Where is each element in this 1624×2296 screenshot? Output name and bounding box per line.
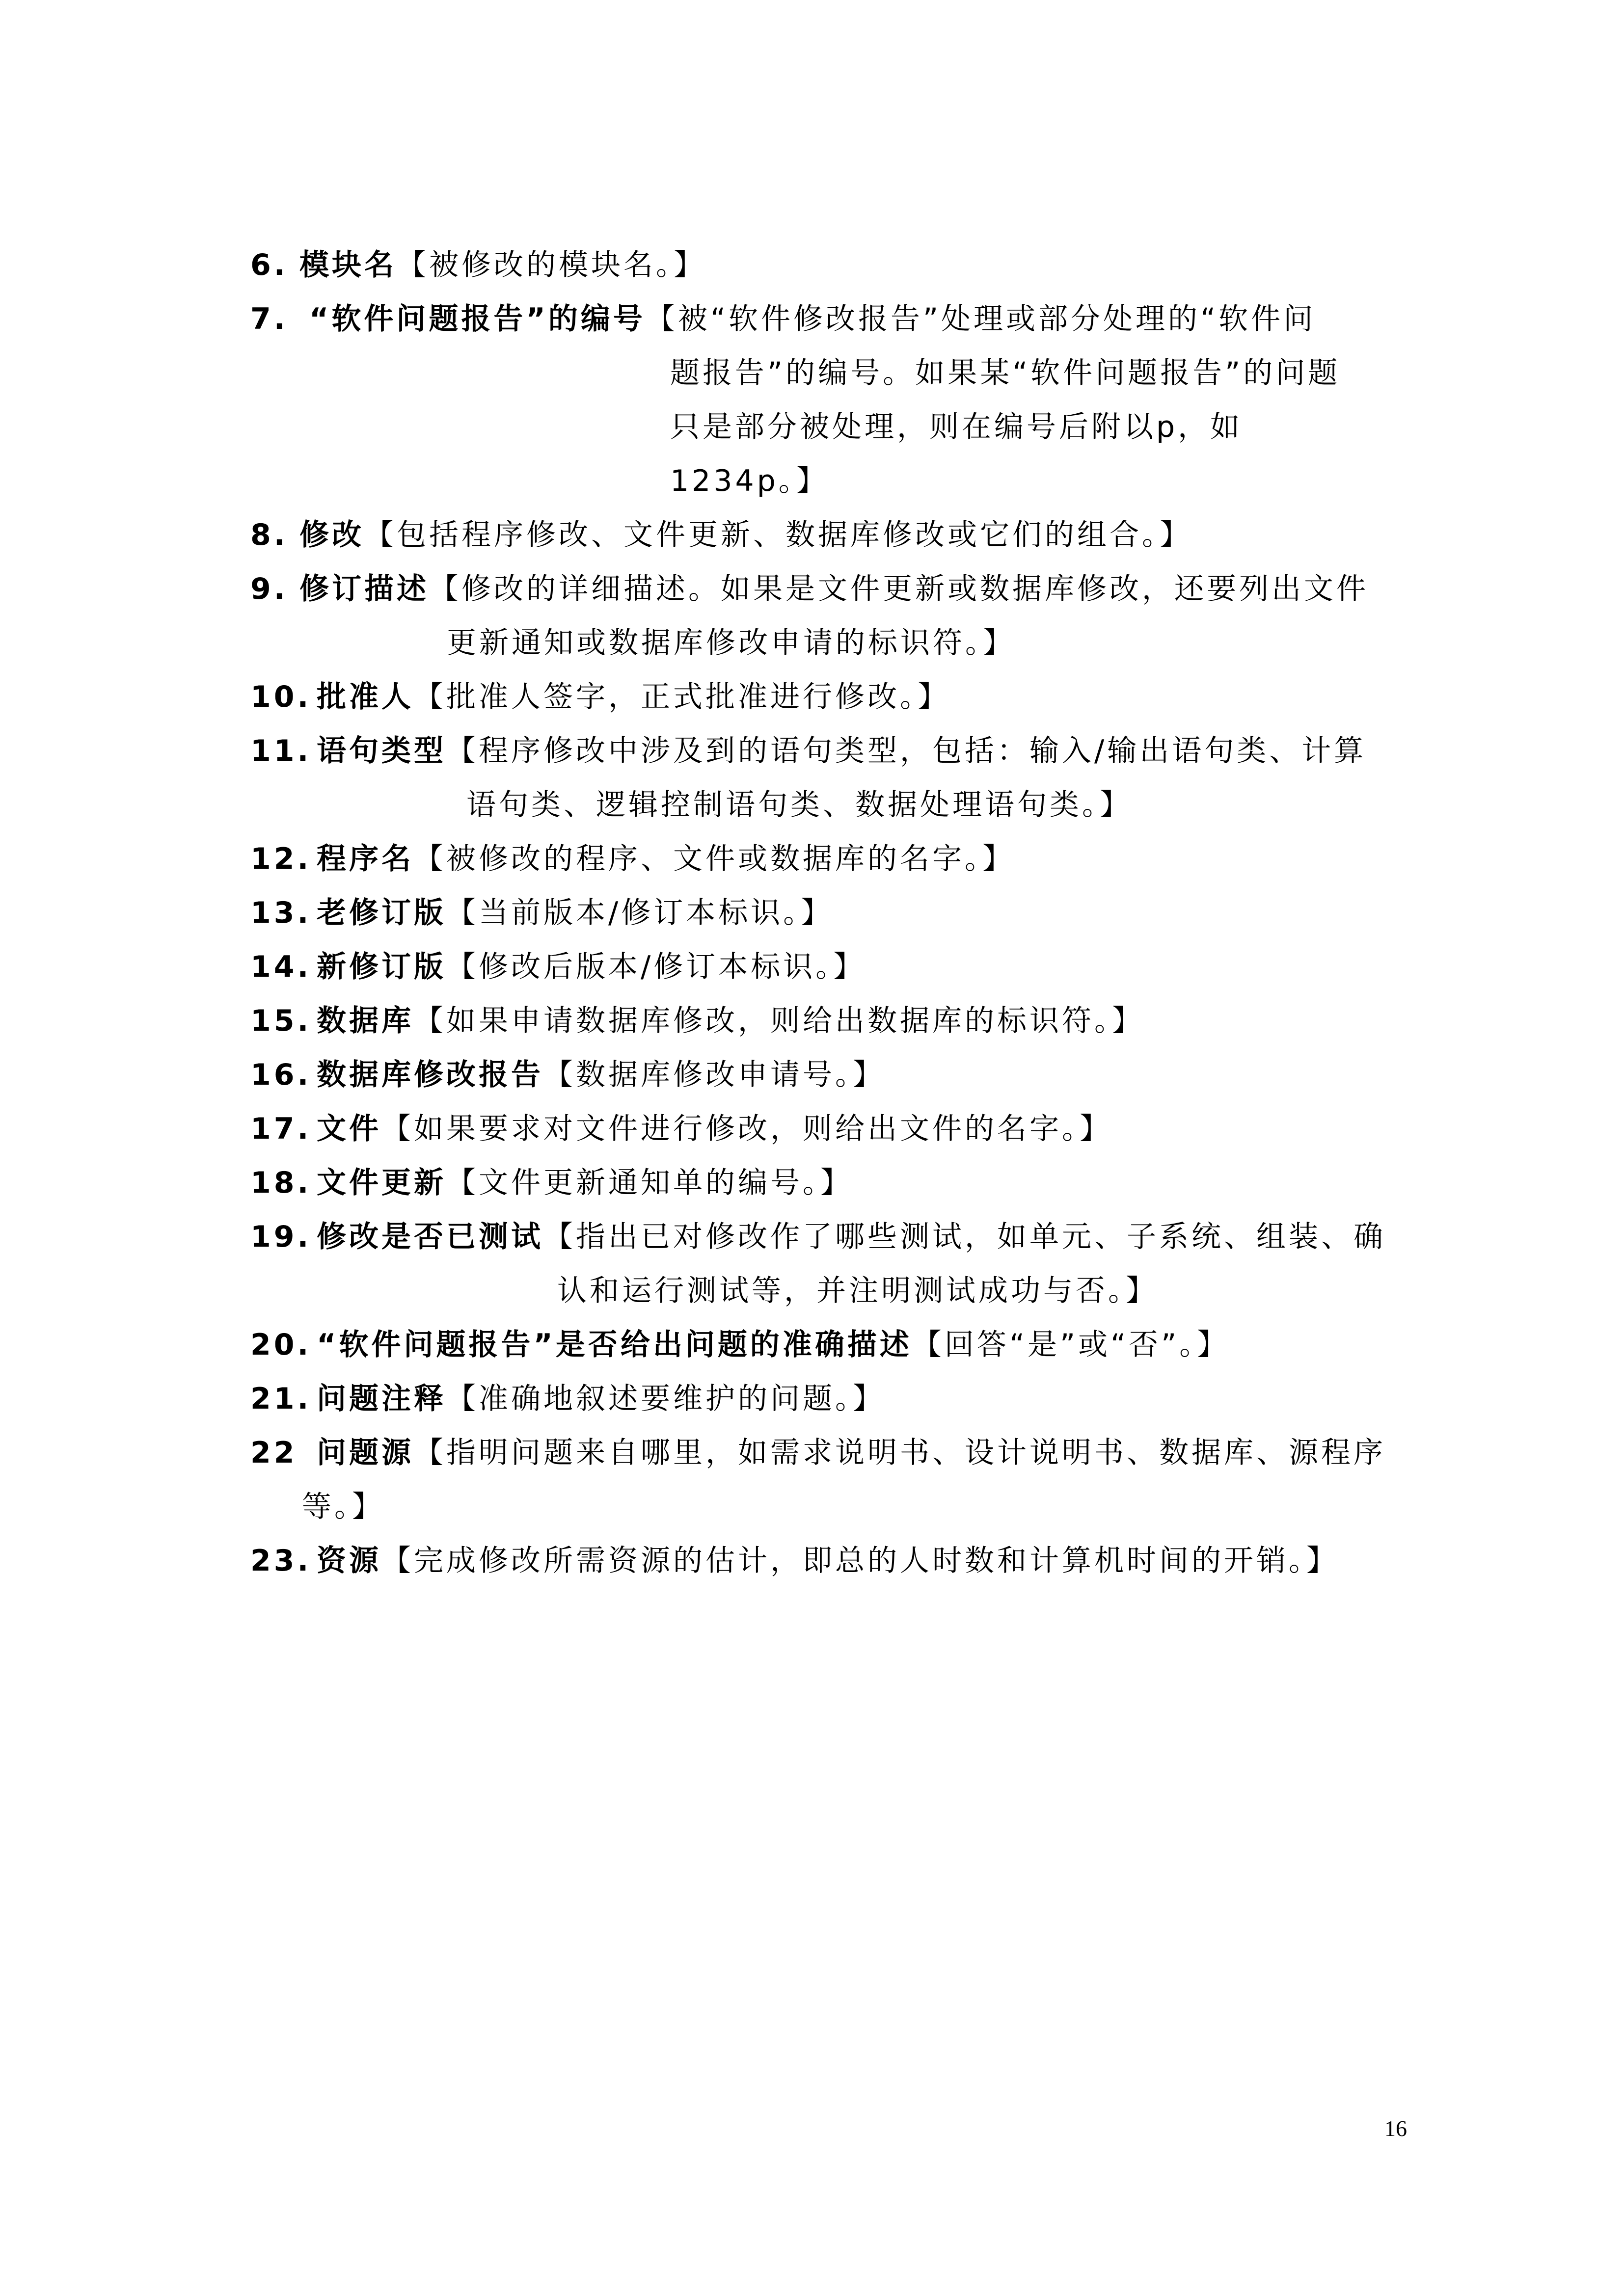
- item-description: 【数据库修改申请号。】: [543, 1058, 885, 1092]
- page-number: 16: [1384, 2116, 1407, 2141]
- list-item-6: [250, 245, 706, 285]
- item-number: 14.: [250, 950, 312, 984]
- item-description: 【被“软件修改报告”处理或部分处理的“软件问: [645, 302, 1316, 336]
- item-description: 【当前版本/修订本标识。】: [446, 896, 834, 930]
- list-item-19: [250, 1217, 1386, 1256]
- item-description: 【修改后版本/修订本标识。】: [446, 950, 866, 984]
- item-number: 23.: [250, 1544, 312, 1578]
- item-description: 【如果要求对文件进行修改，则给出文件的名字。】: [381, 1112, 1112, 1146]
- item-term: 程序名: [317, 842, 414, 876]
- list-item-7: [250, 299, 1316, 339]
- item-term: 语句类型: [317, 734, 446, 768]
- item-term: 数据库修改报告: [317, 1058, 543, 1092]
- item-number: 6.: [250, 248, 288, 282]
- item-description: 【包括程序修改、文件更新、数据库修改或它们的组合。】: [364, 518, 1192, 552]
- item-number: 16.: [250, 1058, 312, 1092]
- item-term: 模块名: [299, 248, 397, 282]
- item-description: 【回答“是”或“否”。】: [912, 1328, 1230, 1362]
- list-item-15: [250, 1001, 1144, 1041]
- list-item-21: [250, 1379, 885, 1418]
- item-term: 文件更新: [317, 1166, 446, 1200]
- item-term: “软件问题报告”的编号: [309, 302, 646, 336]
- list-item-9: [250, 569, 1369, 609]
- list-item-11: [250, 731, 1366, 771]
- list-item-18: [250, 1163, 853, 1202]
- item-number: 20.: [250, 1328, 312, 1362]
- list-item-23: [250, 1541, 1339, 1580]
- item-description: 【被修改的程序、文件或数据库的名字。】: [414, 842, 1015, 876]
- item-number: 21.: [250, 1382, 312, 1416]
- item-description: 【准确地叙述要维护的问题。】: [446, 1382, 885, 1416]
- item-term: 问题源: [317, 1436, 414, 1470]
- item-number: 10.: [250, 680, 312, 714]
- item-number: 9.: [250, 572, 288, 606]
- item-7-continuation-3: 1234p。】: [670, 464, 829, 498]
- item-description: 【修改的详细描述。如果是文件更新或数据库修改，还要列出文件: [429, 572, 1369, 606]
- item-number: 12.: [250, 842, 312, 876]
- item-number: 22: [250, 1436, 298, 1470]
- item-number: 19.: [250, 1220, 312, 1254]
- item-11-continuation-1: 语句类、逻辑控制语句类、数据处理语句类。】: [466, 788, 1132, 822]
- item-term: “软件问题报告”是否给出问题的准确描述: [317, 1328, 912, 1362]
- list-item-8: [250, 515, 1192, 555]
- item-description: 【批准人签字，正式批准进行修改。】: [414, 680, 950, 714]
- item-description: 【文件更新通知单的编号。】: [446, 1166, 853, 1200]
- item-number: 13.: [250, 896, 312, 930]
- list-item-22: [250, 1433, 1386, 1472]
- item-term: 问题注释: [317, 1382, 446, 1416]
- item-number: 8.: [250, 518, 288, 552]
- item-number: 7.: [250, 302, 288, 336]
- list-item-13: [250, 893, 833, 933]
- item-22-continuation-1: 等。】: [302, 1490, 384, 1524]
- item-7-continuation-1: 题报告”的编号。如果某“软件问题报告”的问题: [670, 356, 1341, 390]
- list-item-17: [250, 1109, 1112, 1148]
- item-number: 17.: [250, 1112, 312, 1146]
- item-9-continuation-1: 更新通知或数据库修改申请的标识符。】: [447, 626, 1015, 660]
- item-term: 老修订版: [317, 896, 446, 930]
- item-term: 资源: [317, 1544, 381, 1578]
- item-term: 新修订版: [317, 950, 446, 984]
- item-7-continuation-2: 只是部分被处理，则在编号后附以p，如: [670, 410, 1243, 444]
- list-item-14: [250, 947, 866, 987]
- list-item-10: [250, 677, 950, 717]
- item-term: 批准人: [317, 680, 414, 714]
- item-description: 【完成修改所需资源的估计，即总的人时数和计算机时间的开销。】: [381, 1544, 1339, 1578]
- item-term: 修改: [299, 518, 364, 552]
- list-item-16: [250, 1055, 885, 1095]
- item-term: 文件: [317, 1112, 381, 1146]
- item-description: 【指出已对修改作了哪些测试，如单元、子系统、组装、确: [543, 1220, 1386, 1254]
- list-item-20: [250, 1325, 1229, 1364]
- item-description: 【程序修改中涉及到的语句类型，包括：输入/输出语句类、计算: [446, 734, 1367, 768]
- item-number: 18.: [250, 1166, 312, 1200]
- item-19-continuation-1: 认和运行测试等，并注明测试成功与否。】: [557, 1274, 1158, 1308]
- item-description: 【如果申请数据库修改，则给出数据库的标识符。】: [414, 1004, 1144, 1038]
- item-number: 11.: [250, 734, 312, 768]
- item-number: 15.: [250, 1004, 312, 1038]
- item-term: 修改是否已测试: [317, 1220, 543, 1254]
- list-item-12: [250, 839, 1015, 879]
- item-term: 数据库: [317, 1004, 414, 1038]
- item-description: 【被修改的模块名。】: [397, 248, 706, 282]
- item-description: 【指明问题来自哪里，如需求说明书、设计说明书、数据库、源程序: [414, 1436, 1386, 1470]
- item-term: 修订描述: [299, 572, 429, 606]
